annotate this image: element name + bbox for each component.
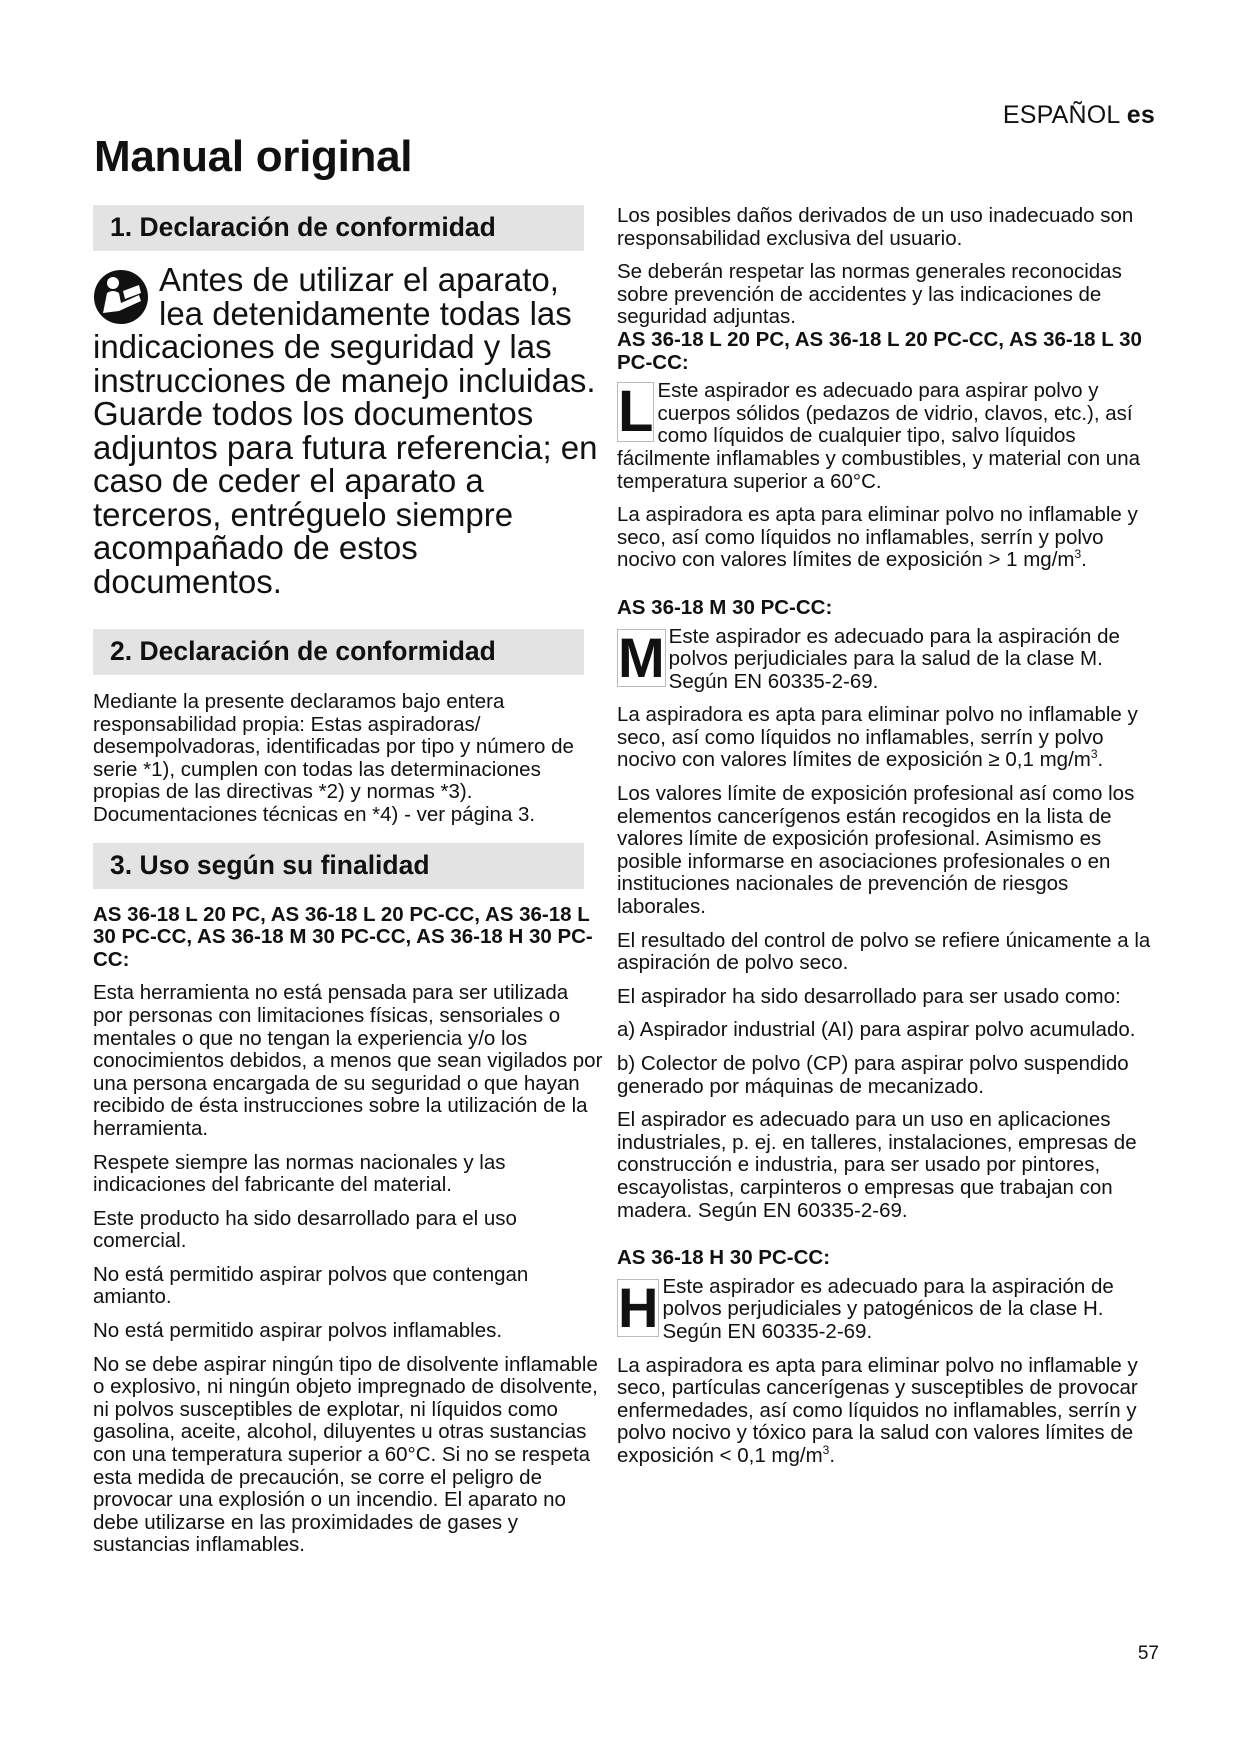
language-header bbox=[1003, 101, 1155, 130]
m-class-suitability-text: La aspiradora es apta para eliminar polvo no inflamable y seco, así como líquidos no inflamables, serrín y polvo nocivo con valores límites de exposición ≥ 0,1 mg/m bbox=[617, 703, 1138, 772]
superscript-3: 3 bbox=[822, 1443, 830, 1458]
page-title: Manual original bbox=[94, 132, 413, 181]
use-a-text: a) Aspirador industrial (AI) para aspirar polvo acumulado. bbox=[617, 1018, 1136, 1042]
m-class-text bbox=[617, 626, 1162, 694]
section-1-body: Antes de utilizar el aparato, lea detenidamente todas las indicaciones de seguridad y las instrucciones de manejo incluidas. Guarde todos los documentos adjuntos para futura referencia; en caso de ceder el aparato a terceros, entréguelo siempre acompañado de estos documentos. bbox=[93, 261, 598, 600]
use-b-text: b) Colector de polvo (CP) para aspirar polvo suspendido generado por máquinas de mecanizado. bbox=[617, 1052, 1129, 1098]
h-class-models: AS 36-18 H 30 PC-CC: bbox=[617, 1246, 831, 1270]
period: . bbox=[829, 1443, 836, 1467]
language-name: ESPAÑOL bbox=[1002, 101, 1120, 129]
left-column bbox=[93, 205, 603, 1557]
period: . bbox=[1081, 548, 1087, 572]
l-class-body: Este aspirador es adecuado para aspirar polvo y cuerpos sólidos (pedazos de vidrio, clavos, etc.), así como líquidos de cualquier tipo, salvo líquidos fácilmente inflamables y combustibles, y material con una temperatura superior a 60°C. bbox=[617, 379, 1140, 493]
misuse-text: Los posibles daños derivados de un uso inadecuado son responsabilidad exclusiva del usuario. bbox=[617, 204, 1134, 250]
dust-control-text: El resultado del control de polvo se refiere únicamente a la aspiración de polvo seco. bbox=[617, 928, 1151, 975]
developed-as-text: El aspirador ha sido desarrollado para ser usado como: bbox=[617, 984, 1121, 1008]
section-2-heading: 2. Declaración de conformidad bbox=[93, 629, 584, 675]
h-class-suitability bbox=[617, 1355, 1162, 1468]
section-1-text bbox=[93, 263, 603, 598]
dust-class-h-icon: H bbox=[618, 1275, 659, 1339]
period: . bbox=[1097, 748, 1104, 772]
section-3-paragraph: Esta herramienta no está pensada para ser utilizada por personas con limitaciones físicas, sensoriales o mentales o que no tengan la experiencia y/o los conocimientos debidos, a menos que sean vigilados por una persona encargada de su seguridad o que hayan recibido de ésta instrucciones sobre la utilización de la herramienta. bbox=[93, 981, 603, 1140]
section-3-models: AS 36-18 L 20 PC, AS 36-18 L 20 PC-CC, AS 36-18 L 30 PC-CC, AS 36-18 M 30 PC-CC, AS 36-18 H 30 PC-CC: bbox=[93, 902, 593, 971]
dust-class-l-icon: L bbox=[618, 379, 654, 445]
exposure-limits-text: Los valores límite de exposición profesional así como los elementos cancerígenos están recogidos en la lista de valores límite de exposición profesional. Asimismo es posible informarse en asociaciones profesionales o en instituciones nacionales de prevención de riesgos laborales. bbox=[617, 782, 1135, 919]
l-class-models: AS 36-18 L 20 PC, AS 36-18 L 20 PC-CC, AS 36-18 L 30 PC-CC: bbox=[617, 327, 1142, 374]
section-3-paragraph: No está permitido aspirar polvos inflamables. bbox=[93, 1319, 503, 1343]
section-2-text: Mediante la presente declaramos bajo entera responsabilidad propia: Estas aspiradoras/ desempolvadoras, identificadas por tipo y número de serie *1), cumplen con todas las determinaciones propias de las directivas *2) y normas *3). Documentaciones técnicas en *4) - ver página 3. bbox=[93, 690, 574, 826]
superscript-3: 3 bbox=[1074, 547, 1082, 562]
m-class-suitability bbox=[617, 704, 1162, 772]
section-3-paragraph: Este producto ha sido desarrollado para el uso comercial. bbox=[93, 1206, 517, 1253]
page-number: 57 bbox=[1137, 1643, 1159, 1664]
section-3-heading: 3. Uso según su finalidad bbox=[93, 843, 584, 889]
section-1-heading: 1. Declaración de conformidad bbox=[93, 205, 584, 251]
h-class-text bbox=[617, 1276, 1162, 1344]
industrial-use-text: El aspirador es adecuado para un uso en aplicaciones industriales, p. ej. en talleres, instalaciones, empresas de construcción e industria, para ser usado por pintores, escayolistas, carpinteros o empresas que trabajan con madera. Según EN 60335-2-69. bbox=[617, 1108, 1137, 1222]
h-class-body: Este aspirador es adecuado para la aspiración de polvos perjudiciales y patogénicos de la clase H. Según EN 60335-2-69. bbox=[662, 1274, 1114, 1343]
h-class-suitability-text: La aspiradora es apta para eliminar polvo no inflamable y seco, partículas cancerígenas y susceptibles de provocar enfermedades, así como líquidos no inflamables, serrín y polvo nocivo y tóxico para la salud con valores límites de exposición < 0,1 mg/m bbox=[617, 1353, 1138, 1467]
dust-class-m-icon: M bbox=[618, 625, 665, 689]
section-3-paragraph: No se debe aspirar ningún tipo de disolvente inflamable o explosivo, ni ningún objeto impregnado de disolvente, ni polvos susceptibles de explotar, ni líquidos como gasolina, aceite, alcohol, diluyentes u otras sustancias con una temperatura superior a 60°C. Si no se respeta esta medida de precaución, se corre el peligro de provocar una explosión o un incendio. El aparato no debe utilizarse en las proximidades de gases y sustancias inflamables. bbox=[93, 1352, 598, 1557]
l-class-suitability-text: La aspiradora es apta para eliminar polvo no inflamable y seco, así como líquidos no inflamables, serrín y polvo nocivo con valores límites de exposición > 1 mg/m bbox=[617, 503, 1138, 572]
right-column bbox=[617, 205, 1162, 1468]
read-manual-icon bbox=[93, 269, 149, 325]
superscript-3: 3 bbox=[1090, 747, 1098, 762]
general-rules-text: Se deberán respetar las normas generales reconocidas sobre prevención de accidentes y las indicaciones de seguridad adjuntas. bbox=[617, 260, 1122, 329]
l-class-suitability bbox=[617, 504, 1162, 572]
l-class-text bbox=[617, 380, 1162, 493]
language-code: es bbox=[1126, 101, 1155, 129]
section-3-paragraph: No está permitido aspirar polvos que contengan amianto. bbox=[93, 1262, 529, 1309]
m-class-models: AS 36-18 M 30 PC-CC: bbox=[617, 595, 833, 619]
section-3-paragraph: Respete siempre las normas nacionales y las indicaciones del fabricante del material. bbox=[93, 1150, 506, 1197]
m-class-body: Este aspirador es adecuado para la aspiración de polvos perjudiciales para la salud de la clase M. Según EN 60335-2-69. bbox=[668, 624, 1120, 693]
